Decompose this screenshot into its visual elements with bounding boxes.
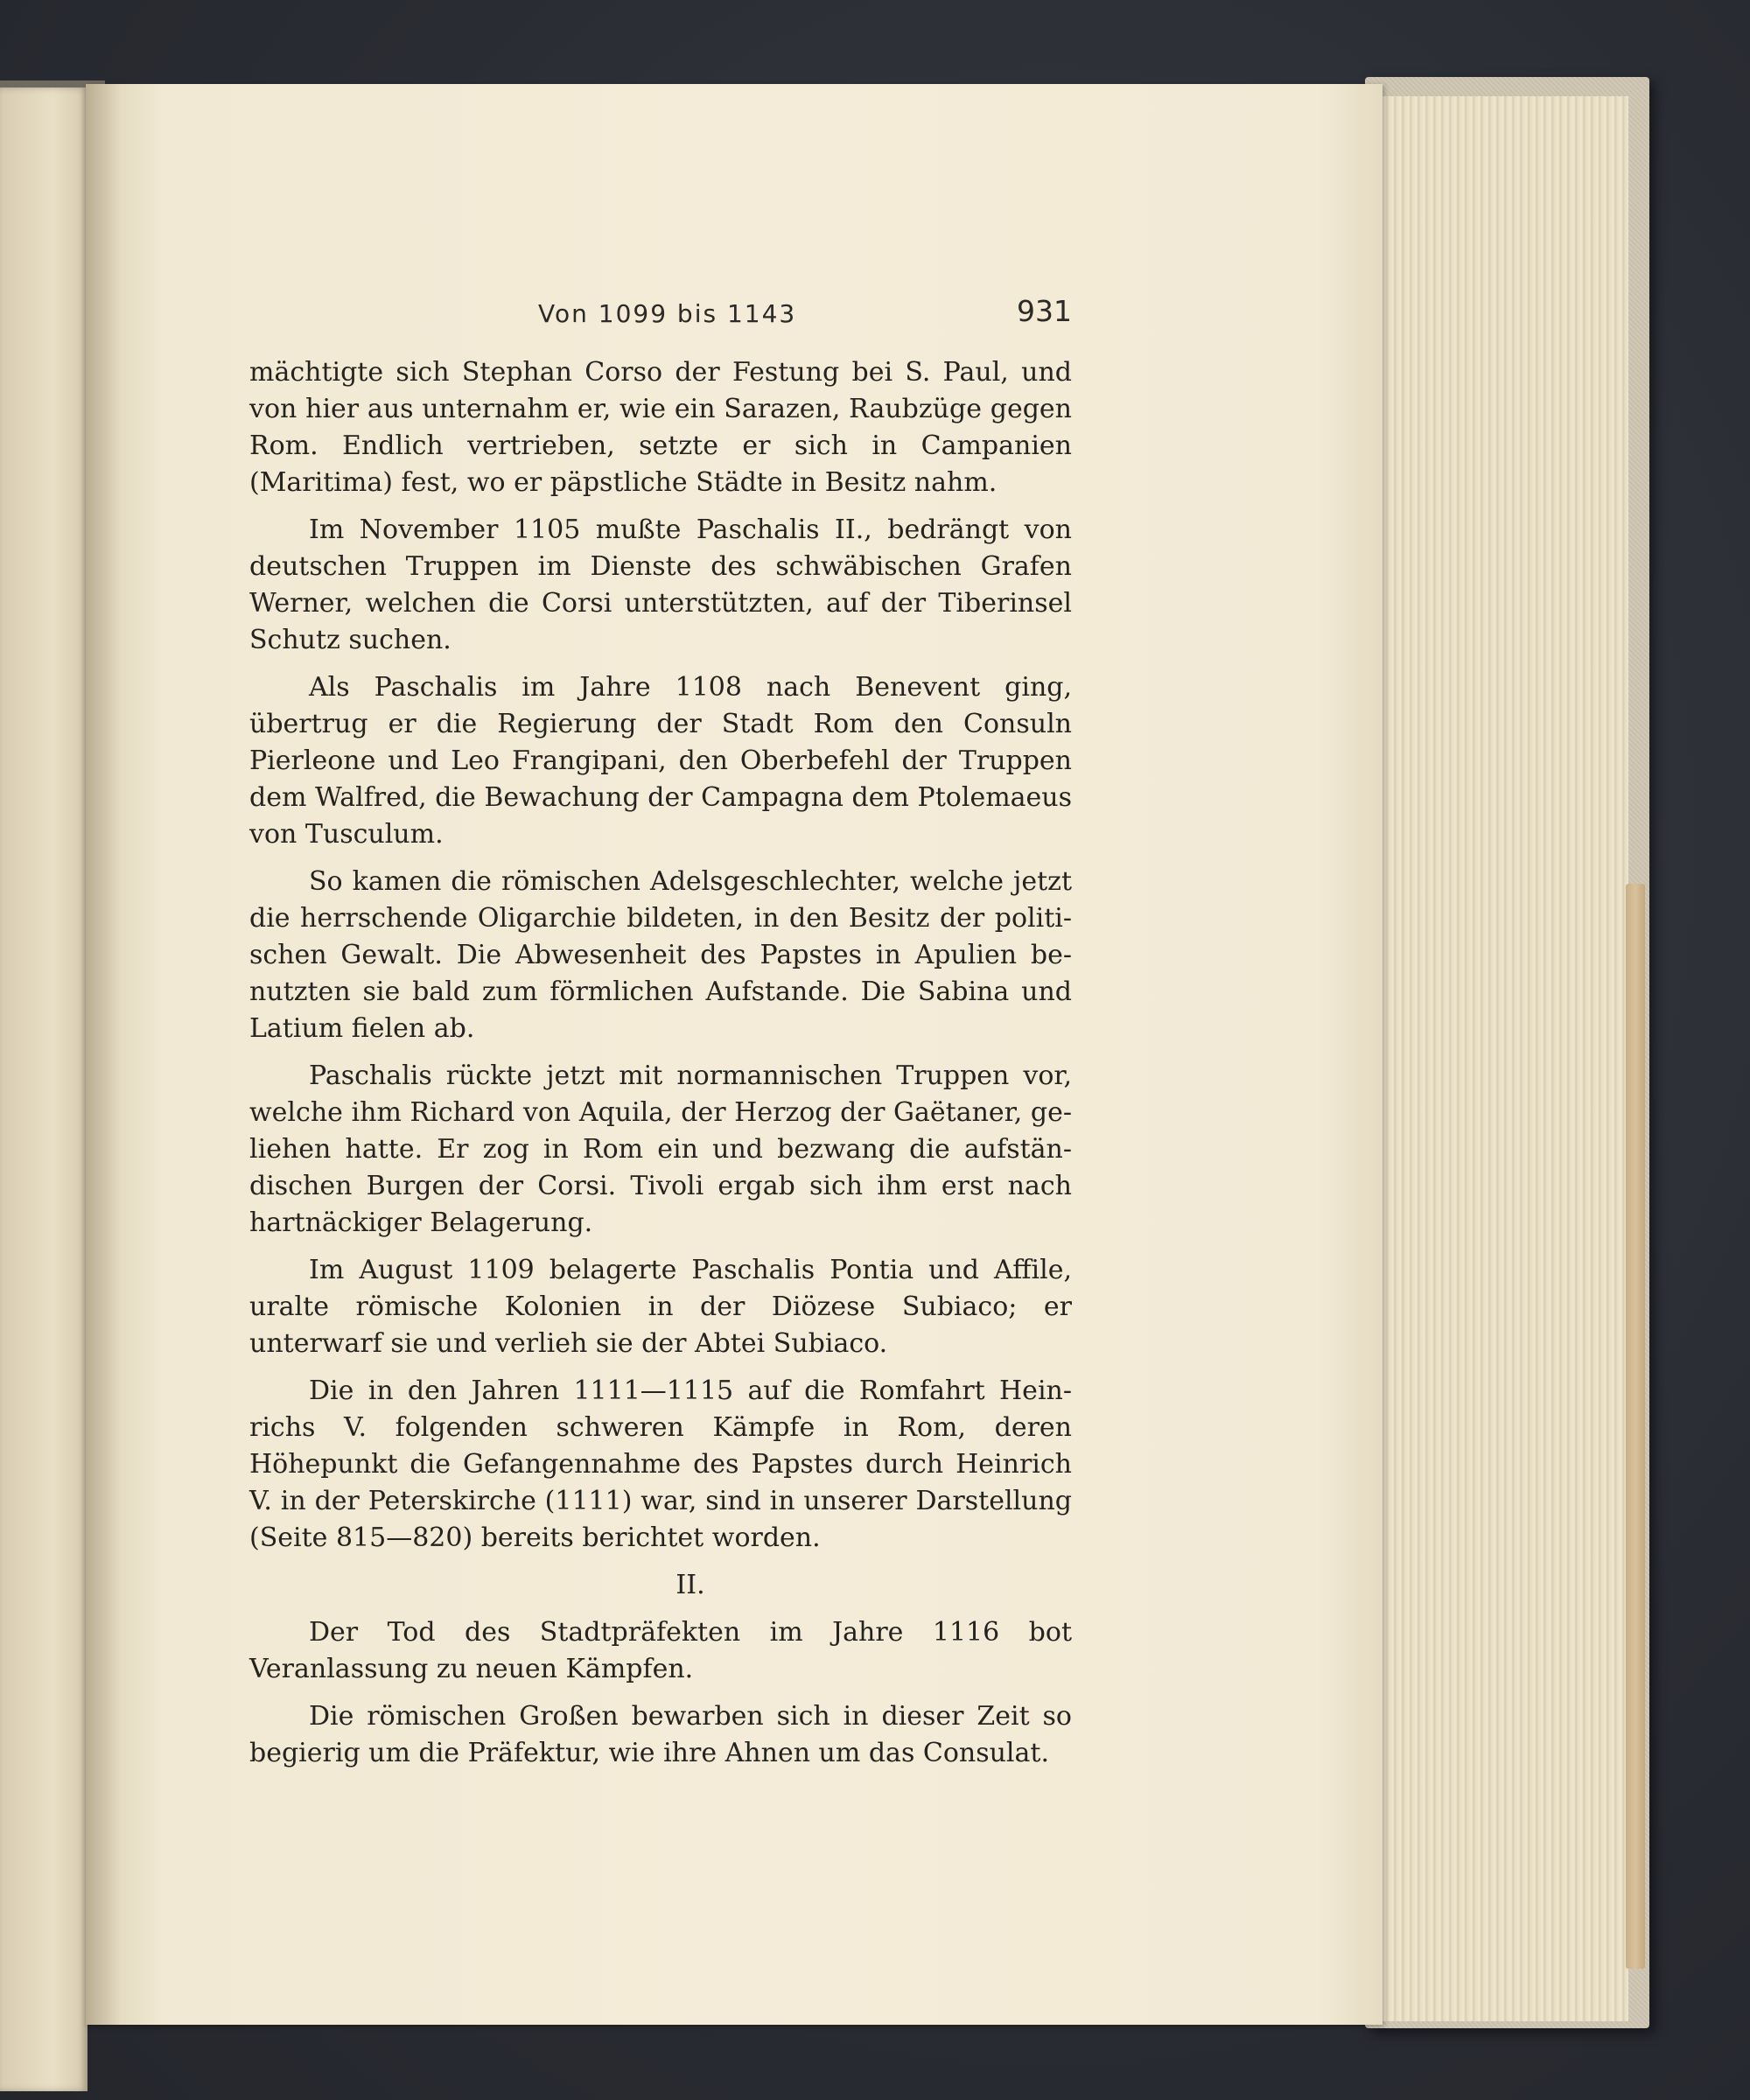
running-title: Von 1099 bis 1143 [538, 299, 797, 328]
paragraph: Die in den Jahren 1111—1115 auf die Romfahrt Heinrichs V. folgenden schweren Kämpfe in Rom, deren Höhepunkt die Gefangennahme des Papstes durch Heinrich V. in der Peterskirche (1111) war, sind in unserer Darstellung (Seite 815—820) bereits berichtet worden. [249, 1376, 1072, 1553]
paragraph: Die römischen Großen bewarben sich in dieser Zeit so begierig um die Präfektur, wie ihre Ahnen um das Consulat. [249, 1701, 1072, 1768]
page-block-edges [1365, 96, 1628, 2021]
section-heading: II. [676, 1570, 705, 1600]
gutter-shade [86, 84, 121, 2025]
bookmark-ribbon [1626, 884, 1645, 1969]
paragraph: Als Paschalis im Jahre 1108 nach Benevent ging, übertrug er die Regierung der Stadt Rom den Consuln Pierleone und Leo Frangipani, den Oberbefehl der Truppen dem Walfred, die Bewachung der Campagna dem Ptolemaeus von Tusculum. [249, 672, 1072, 850]
paragraph: Der Tod des Stadtpräfekten im Jahre 1116 bot Veranlassung zu neuen Kämpfen. [249, 1617, 1072, 1684]
paragraph: Im November 1105 mußte Paschalis II., bedrängt von deutschen Truppen im Dienste des schwäbischen Grafen Werner, welchen die Corsi unterstützten, auf der Tiberinsel Schutz suchen. [249, 514, 1072, 655]
paragraph: Im August 1109 belagerte Paschalis Pontia und Affile, uralte römische Kolonien in der Diözese Subiaco; er unterwarf sie und verlieh sie der Abtei Subiaco. [249, 1255, 1072, 1359]
body-text [249, 354, 1072, 1782]
left-page [0, 88, 88, 2091]
paragraph: mächtigte sich Stephan Corso der Festung bei S. Paul, und von hier aus unternahm er, wie ein Sarazen, Raubzüge gegen Rom. Endlich vertrieben, setzte er sich in Campanien (Maritima) fest, wo er päpstliche Städte in Besitz nahm. [249, 357, 1072, 498]
paragraph: Paschalis rückte jetzt mit normannischen Truppen vor, welche ihm Richard von Aquila, der Herzog der Gaëtaner, geliehen hatte. Er zog in Rom ein und bezwang die aufständischen Burgen der Corsi. Tivoli ergab sich ihm erst nach hartnäckiger Belagerung. [249, 1060, 1072, 1238]
running-head [249, 294, 1072, 343]
paragraph: So kamen die römischen Adelsgeschlechter, welche jetzt die herrschende Oligarchie bildeten, in den Besitz der politischen Gewalt. Die Abwesenheit des Papstes in Apulien benutzten sie bald zum förmlichen Aufstande. Die Sabina und Latium fielen ab. [249, 866, 1072, 1044]
page-number: 931 [1017, 294, 1072, 328]
